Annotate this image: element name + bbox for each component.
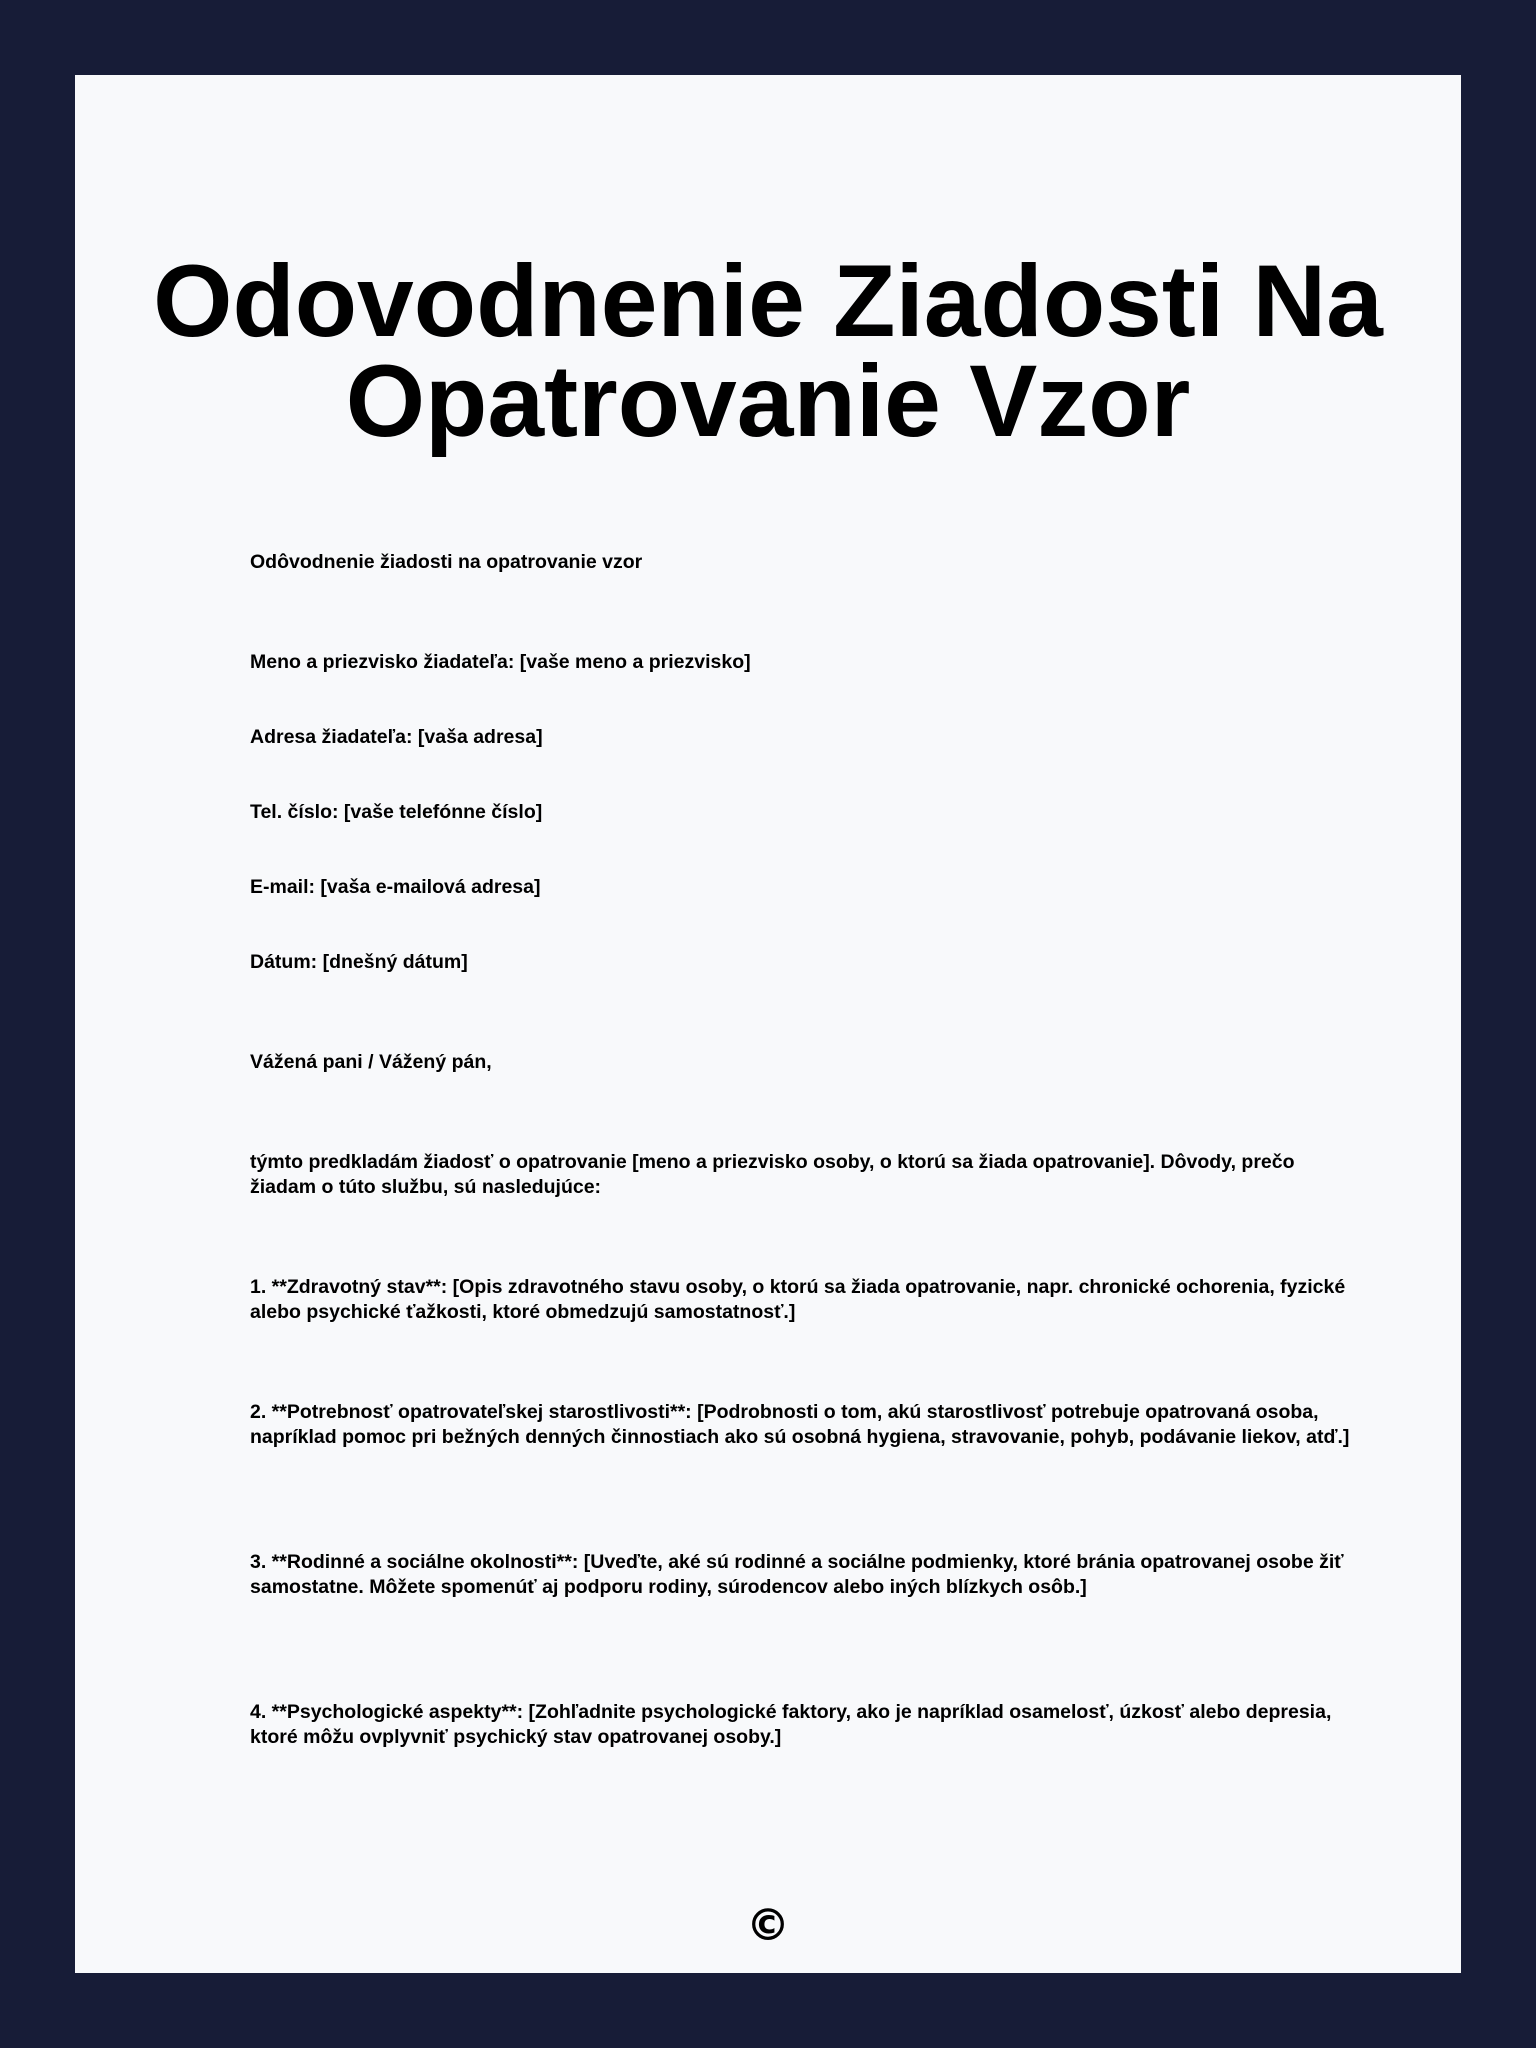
document-title: Odovodnenie Ziadosti Na Opatrovanie Vzor xyxy=(153,244,1383,458)
salutation: Vážená pani / Vážený pán, xyxy=(250,1051,492,1073)
email-line: E-mail: [vaša e-mailová adresa] xyxy=(250,876,541,898)
document-page xyxy=(75,75,1461,1973)
reason-item: 2. **Potrebnosť opatrovateľskej starostlivosti**: [Podrobnosti o tom, akú starostlivosť potrebuje opatrovaná osoba, napríklad pomoc pri bežných denných činnostiach ako sú osobná hygiena, stravovanie, pohyb, podávanie liekov, atď.] xyxy=(250,1401,1350,1448)
reason-item: 1. **Zdravotný stav**: [Opis zdravotného stavu osoby, o ktorú sa žiada opatrovanie, napr. chronické ochorenia, fyzické alebo psychické ťažkosti, ktoré obmedzujú samostatnosť.] xyxy=(250,1276,1346,1323)
intro-paragraph: týmto predkladám žiadosť o opatrovanie [meno a priezvisko osoby, o ktorú sa žiada opatrovanie]. Dôvody, prečo žiadam o túto službu, sú nasledujúce: xyxy=(250,1151,1295,1198)
date-line: Dátum: [dnešný dátum] xyxy=(250,951,468,973)
document-subtitle: Odôvodnenie žiadosti na opatrovanie vzor xyxy=(250,551,643,573)
applicant-name-line: Meno a priezvisko žiadateľa: [vaše meno a priezvisko] xyxy=(250,651,751,673)
applicant-address-line: Adresa žiadateľa: [vaša adresa] xyxy=(250,726,543,748)
reason-item: 3. **Rodinné a sociálne okolnosti**: [Uveďte, aké sú rodinné a sociálne podmienky, ktoré bránia opatrovanej osobe žiť samostatne. Môžete spomenúť aj podporu rodiny, súrodencov alebo iných blízkych osôb.] xyxy=(250,1551,1344,1598)
copyright-icon: © xyxy=(746,1900,790,1951)
phone-line: Tel. číslo: [vaše telefónne číslo] xyxy=(250,801,543,823)
reason-item: 4. **Psychologické aspekty**: [Zohľadnite psychologické faktory, ako je napríklad osamelosť, úzkosť alebo depresia, ktoré môžu ovplyvniť psychický stav opatrovanej osoby.] xyxy=(250,1701,1332,1748)
